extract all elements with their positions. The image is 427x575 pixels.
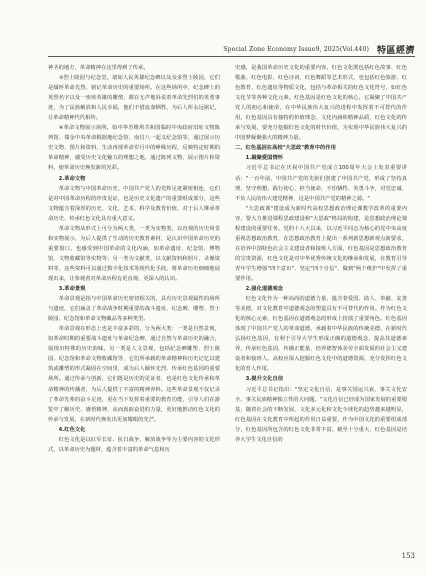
subsection-heading: 2.革命文物: [58, 175, 86, 182]
paragraph: 革命景观是指与中国革命历史密切相关的，具有历史景观属性的场所与遗迹，它们涵盖了革命战争时期重要的战斗遗址、纪念碑、雕塑、烈士陵园、纪念馆和革命文物藏品等多种类型。: [48, 296, 220, 323]
paragraph: ④革命文物展示场所。如中华苏维埃共和国临时中央政府旧址文物陈列馆、瑞金中央革命根据地纪念馆、南昌八一起义纪念馆等，通过展示历史文物、图片和资料，生动再现革命岁月中的峥嵘历程，反映特定时期的革命精神，感受历史文化魅力的理想之地，通过陈列文物、展示图片和资料，使革命历史焕发新的光彩。: [48, 125, 220, 172]
paragraph: 红色文化作为一种高尚的道德力量，蕴含着爱国、助人、奉献、友善等美德，对文化教育中道德观念的塑造具有不可替代的作用。作为红色文化的核心元素，红色基因在道德观念的形成上扮演了重要角色。红色基因体现了中国共产党人的革命道德，承载着中华民族的传统美德，在新时代弘扬红色基因，有利于引导大学生形成正确的道德观念，提高其道德素养，传承红色基因，传播正能量，培养德智体美劳全面发展的社会主义建设者和接班人。高校应深入挖掘红色文化中的道德资源，充分发挥红色文化的育人作用。: [235, 296, 407, 373]
right-column: [235, 63, 407, 551]
paragraph: 习近平总书记指出："坚定文化自信，是事关国运兴衰、事关文化安全、事关民族精神独立性的大问题。"文化自信已经成为国家发展的重要根基，随着社会的不断发展，文化多元化和文化全球化的趋势越来越明显，红色基因在文化教育中所起的作用日益重要，作为中国文化的重要组成部分，红色基因所包含的红色文化非常丰富。截至十分重大，红色基因是培养大学生文化自信的: [235, 386, 407, 443]
section-heading: 二、红色基因在高校"大思政"教育中的作用: [235, 145, 336, 152]
paragraph: 神圣的地方，革命精神在这里得到了传承。: [48, 65, 149, 71]
left-column: [48, 63, 220, 551]
paragraph: 革命文物从形式上可分为两大类，一类为实物类，以直观的历史场景和实物展示，为后人提供了生动的历史教育素材，是认识中国革命历史的重要窗口，也感受到中国革命的文化内涵，如革命遗址、纪念馆、博物馆、文物收藏馆等实物等；另一类为文献类，以文献资料和照片、录像资料等，这些资料可以通过数字化技术等现代化手段，将革命历史细细地展现出来，让参观者对革命历程有更直观、更深入的认识。: [48, 225, 220, 282]
paragraph: 红色文化是以红军长征、抗日战争、解放战争等为主要内容的文化形式，以革命历史为题材，蕴含着丰富的革命气息和历: [48, 436, 220, 453]
journal-logo: 特區經濟: [376, 46, 415, 56]
subsection-heading: 3.革命景观: [58, 286, 86, 293]
subsection-heading: 2.强化道德观念: [245, 286, 284, 293]
subsection-heading: 1.凝聚爱国情怀: [245, 155, 284, 162]
paragraph: 革命景观在形态上也是丰富多彩的，分为两大类：一类是自然景观，如革命时期的重要战斗遗址与革命纪念碑，通过自然与革命历史的融合，展现出特殊的历史韵味。另一类是人文景观，包括纪念碑雕塑、烈士陵园、纪念馆和革命文物收藏馆等，它们所承载的革命精神和历史记忆以建筑或雕塑的形式凝固在空间里，成为后人缅怀先烈、传承红色基因的重要场所。通过传承与创新，它们既是历史的见证者，也是红色文化传承和革命精神的传播者，为后人提供了丰富的精神养料。这些革命景观不仅记录了革命先辈的奋斗足迹，更在当下发挥着重要的教育功能，引导人们在游览中了解历史、感悟精神，从而汲取奋进的力量，更好地推动红色文化的传承与发展，在新时代焕发出更加耀眼的光芒。: [48, 326, 220, 423]
journal-title: Special Zone Economy Issue9, 2025(Vol.440): [223, 46, 369, 53]
page-header: [0, 0, 427, 60]
paragraph: "大思政课"建设成为新时代高校思想政治理论课教学改革的重要内容，要大力推进课程思政建设和"大思政"格局的构建，是思想政治理论课程建设的重要任务。党的十八大以来，以习近平同志为核心的党中央高度重视思想政治教育，在思想政治教育上提出一系列新思想新观点新要求，在培养中国特色社会主义建设者和接班人方面，红色基因是思想政治教育的宝贵资源，红色文化是对中华优秀传统文化的继承和发展，在教育引导青年学生增强"四个意识"、坚定"四个自信"、做到"两个维护"中发挥了重要作用。: [235, 205, 407, 282]
subsection-heading: 4.红色文化: [58, 426, 86, 433]
paragraph: ③烈士陵园与纪念堂。诸如人民英雄纪念碑以及众多烈士陵园，它们是缅怀革命先烈、铭记革命历史的重要场所。在这些场所中，纪念碑上的英烈名字以及一座座英雄的雕塑，都在无声地诉说着革命先烈们的英勇事迹，为了民族解放和人民幸福，他们不惜流血牺牲，为后人所永远铭记，让革命精神代代相传。: [48, 75, 220, 122]
paragraph: 史感，是我国革命历史文化的重要内容。红色文化既包括红色故事、红色歌曲、红色电影、红色诗词、红色舞蹈等艺术形式，也包括红色旅游、红色教育、红色遗址等物质文化，包括与革命相关的红色文化符号，如红色文化节等各种文化元素。红色基因是红色文化的核心，它凝聚了中国共产党人的初心和使命，在中华民族伟大复兴的进程中发挥着不可替代的作用。红色基因具有独特的价值理念、文化内涵和精神品质，红色文化的传承与发展，要充分挖掘红色文化的时代价值，为实现中华民族伟大复兴的中国梦凝聚强大的精神力量。: [235, 65, 407, 142]
subsection-heading: 3.提升文化自信: [245, 376, 284, 383]
paragraph: 革命文物与中国革命历史、中国共产党人的光辉足迹紧密相连，它们是对中国革命历程的珍贵见证，也是历史文化遗产的重要组成部分，这些文物蕴含着深厚的历史、文化、艺术、科学及教育价值，对于后人继承革命历史、传承红色文化具有重大意义。: [48, 185, 220, 222]
page-number: 153: [401, 552, 415, 560]
header-rule: [48, 56, 415, 57]
paragraph: 习近平总书记在庆祝中国共产党成立100周年大会上发表重要讲话："一百年前，中国共产党的先驱们创建了中国共产党，形成了坚持真理、坚守理想，践行初心、担当使命，不怕牺牲、英勇斗争，对党忠诚、不负人民的伟大建党精神，这是中国共产党的精神之源。": [235, 165, 407, 202]
